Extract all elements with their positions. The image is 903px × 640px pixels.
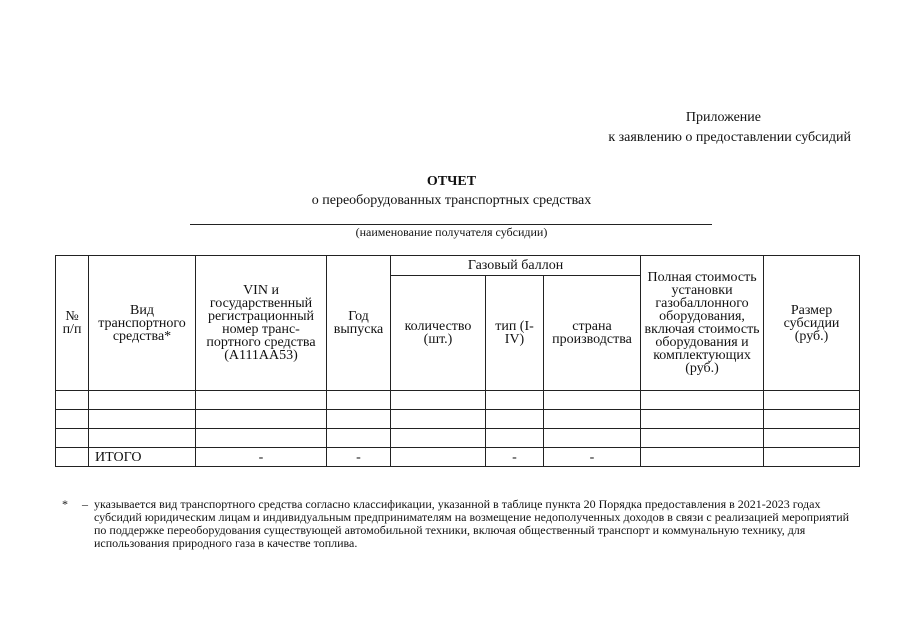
- table-row: [56, 410, 860, 429]
- total-label: ИТОГО: [89, 448, 196, 467]
- report-subtitle: о переоборудованных транспортных средствах: [311, 193, 592, 208]
- table-cell: [641, 391, 764, 410]
- header-subsidy: Размер субсидии (руб.): [764, 256, 860, 391]
- table-cell: [486, 391, 544, 410]
- total-vin: -: [196, 448, 327, 467]
- total-num-cell: [56, 448, 89, 467]
- footnote: [62, 498, 862, 550]
- table-cell: [391, 391, 486, 410]
- table-cell: [56, 410, 89, 429]
- table-cell: [196, 410, 327, 429]
- header-gas-cylinder: Газовый баллон: [391, 256, 641, 276]
- recipient-caption: (наименование получателя субсидии): [355, 225, 548, 239]
- table-cell: [56, 391, 89, 410]
- appendix-subject: к заявлению о предоставлении субсидий: [608, 130, 851, 145]
- header-type: тип (I-IV): [486, 276, 544, 391]
- footnote-dash: –: [82, 497, 88, 511]
- table-cell: [89, 391, 196, 410]
- header-year: Год выпуска: [327, 256, 391, 391]
- total-full-cost: [641, 448, 764, 467]
- table-cell: [89, 410, 196, 429]
- header-country: страна производства: [544, 276, 641, 391]
- total-country: -: [544, 448, 641, 467]
- table-cell: [764, 429, 860, 448]
- table-cell: [196, 391, 327, 410]
- total-year: -: [327, 448, 391, 467]
- report-title: ОТЧЕТ: [426, 174, 477, 189]
- table-cell: [544, 391, 641, 410]
- table-cell: [391, 429, 486, 448]
- table-cell: [391, 410, 486, 429]
- table-cell: [544, 410, 641, 429]
- appendix-label: Приложение: [685, 110, 761, 125]
- footnote-marker: *: [62, 497, 68, 511]
- total-subsidy: [764, 448, 860, 467]
- table-row: [56, 391, 860, 410]
- table-cell: [486, 429, 544, 448]
- footnote-text: указывается вид транспортного средства согласно классификации, указанной в таблице пункта 20 Порядка предоставления в 2021-2023 годах субсидий юридическим лицам и индивидуальным предпринимателям на возмещение недополученных доходов в связи с реализацией мероприятий по поддержке переоборудования существующей автомобильной техники, включая общественный транспорт и коммунальную технику, для использования природного газа в качестве топлива.: [94, 497, 850, 550]
- appendix-header: [608, 108, 851, 148]
- report-table: [55, 255, 860, 467]
- table-cell: [641, 410, 764, 429]
- table-cell: [764, 410, 860, 429]
- table-cell: [544, 429, 641, 448]
- table-cell: [764, 391, 860, 410]
- table-cell: [89, 429, 196, 448]
- table-cell: [486, 410, 544, 429]
- header-num: № п/п: [56, 256, 89, 391]
- table-row: [56, 429, 860, 448]
- total-type: -: [486, 448, 544, 467]
- header-full-cost: Полная стоимость установки газобаллонного оборудования, включая стоимость оборудования и комплектующих (руб.): [641, 256, 764, 391]
- total-quantity: [391, 448, 486, 467]
- header-quantity: количество (шт.): [391, 276, 486, 391]
- header-vin: VIN и государственный регистрационный номер транс-портного средства (А111АА53): [196, 256, 327, 391]
- table-cell: [56, 429, 89, 448]
- table-cell: [327, 410, 391, 429]
- table-cell: [327, 391, 391, 410]
- table-cell: [196, 429, 327, 448]
- table-cell: [327, 429, 391, 448]
- header-vehicle-type: Вид транспортного средства*: [89, 256, 196, 391]
- total-row: [56, 448, 860, 467]
- table-cell: [641, 429, 764, 448]
